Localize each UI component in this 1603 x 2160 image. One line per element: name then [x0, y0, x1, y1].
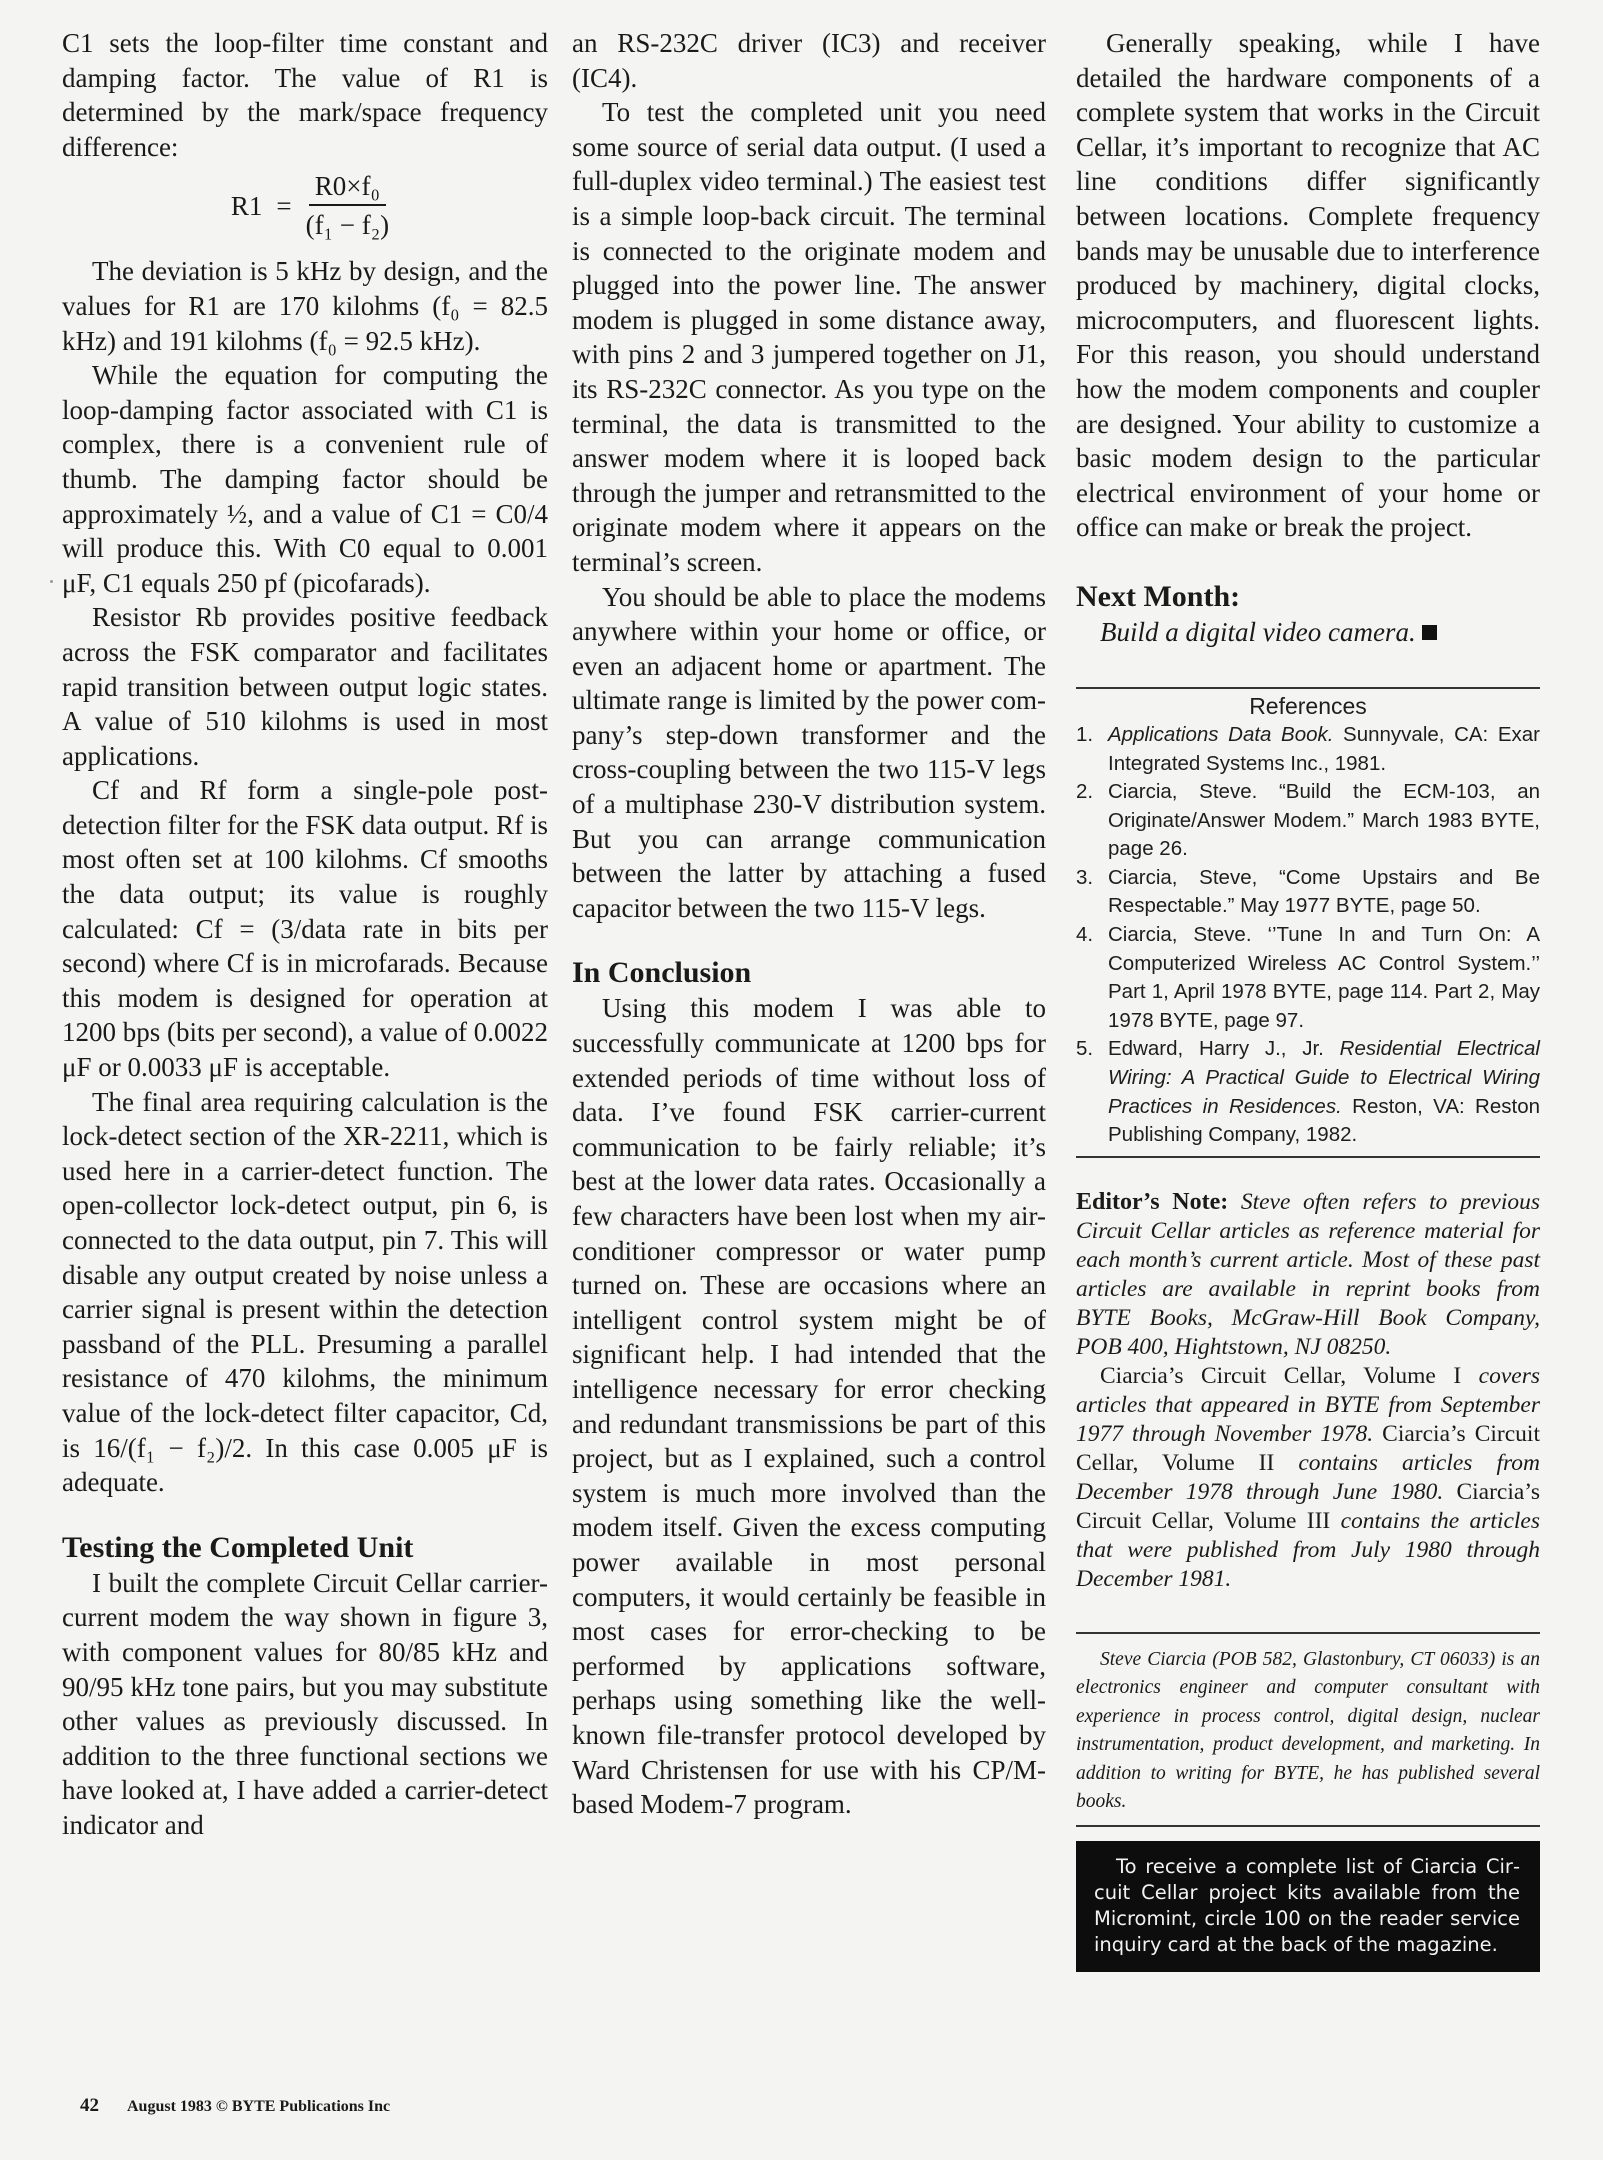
reference-text: Ciarcia, Steve. “Build the ECM-103, an Originate/Answer Modem.” March 1983 BYTE, page 26.	[1108, 780, 1540, 861]
paragraph: The final area requiring calculation is the lock-detect section of the XR-2211, which is used here in a carrier-detect function. The open-collector lock-detect output, pin 6, is connected to the data output, pin 7. This will disable any output created by noise unless a carrier signal is present within the detection passband of the PLL. Presuming a parallel resistance of 470 kilohms, the minimum value of the lock-detect filter capacitor, Cd, is 16/(f₁ − f₂)/2. In this case 0.005 μF is adequate.	[62, 1086, 548, 1498]
reference-item	[1076, 921, 1540, 1035]
formula-fraction	[306, 170, 390, 242]
divider	[1076, 1825, 1540, 1827]
references-box	[1076, 691, 1540, 1150]
editors-note	[1076, 1188, 1540, 1594]
formula-equals: =	[276, 190, 292, 221]
editors-note-paragraph	[1076, 1188, 1540, 1362]
editors-note-paragraph	[1076, 1362, 1540, 1594]
paragraph: The deviation is 5 kHz by design, and the values for R1 are 170 kilohms (f₀ = 82.5 kHz) and 191 kilohms (f₀ = 92.5 kHz).	[62, 256, 548, 356]
paragraph: To test the completed unit you need some source of serial data output. (I used a full-duplex video terminal.) The easiest test is a simple loop-back circuit. The terminal is connected to the originate modem and plugged into the power line. The answer modem is plugged in some distance away, with pins 2 and 3 jumpered together on J1, its RS-232C connector. As you type on the terminal, the data is transmitted to the answer modem where it is looped back through the jumper and retransmitted to the originate modem where it appears on the terminal’s screen.	[572, 97, 1046, 577]
paragraph: While the equation for computing the loop-damping factor associated with C1 is complex, there is a convenient rule of thumb. The damping factor should be approximately ½, and a value of C1 = C0/4 will produce this. With C0 equal to 0.001 μF, C1 equals 250 pf (picofarads).	[62, 360, 548, 598]
reference-item	[1076, 721, 1540, 778]
author-bio: Steve Ciarcia (POB 582, Glastonbury, CT 06033) is an electronics engineer and computer consultant with experience in process control, digital design, nuclear instrumentation, product development, and marketing. In addition to writing for BYTE, he has published several books.	[1076, 1648, 1540, 1813]
column-middle	[572, 26, 1046, 1822]
paragraph: You should be able to place the modems anywhere within your home or office, or even an adjacent home or apartment. The ultimate range is limited by the power company’s step-down transformer and the cross-coupling between the two 115-V legs of a multiphase 230-V distribution system. But you can arrange communication between the latter by attaching a fused capacitor between the two 115-V legs.	[572, 581, 1046, 923]
reference-text: Ciarcia, Steve. ‘’Tune In and Turn On: A Computerized Wireless AC Control System.’’ Part 1, April 1978 BYTE, page 114. Part 2, May 1978 BYTE, page 97.	[1108, 923, 1540, 1032]
book-desc: contains articles from December 1978 through June 1980.	[1076, 1449, 1540, 1505]
paragraph: an RS-232C driver (IC3) and receiver (IC4).	[572, 28, 1046, 93]
scan-speck	[50, 580, 53, 583]
references-title: References	[1249, 692, 1367, 719]
reference-number: 3.	[1076, 865, 1094, 889]
formula-lhs: R1	[230, 190, 263, 221]
reference-item	[1076, 778, 1540, 864]
reference-number: 2.	[1076, 780, 1094, 804]
paragraph: Using this modem I was able to successfully communicate at 1200 bps for extended periods of time without loss of data. I’ve found FSK carrier-current communication to be fairly reliable; it’s best at the lower data rates. Occasionally a few characters have been lost when my air-conditioner compressor or water pump turned on. These are occasions where an intelligent control system might be of significant help. I had intended that the intelligence necessary for error checking and redundant transmissions be part of this project, but as I explained, such a control system is much more involved than the modem itself. Given the excess computing power available in most personal computers, it would certainly be feasible in most cases for error-checking to be performed by applications software, perhaps using something like the well-known file-transfer protocol developed by Ward Christensen for use with his CP/M-based Modem-7 program.	[572, 993, 1046, 1820]
divider	[1076, 687, 1540, 689]
promo-text: To receive a complete list of Ciarcia Circuit Cellar project kits available from the Micromint, circle 100 on the reader service inquiry card at the back of the magazine.	[1094, 1854, 1520, 1956]
editors-note-label: Editor’s Note:	[1076, 1188, 1229, 1215]
formula-denominator: (f₁ − f₂)	[305, 210, 390, 241]
page-number: 42	[80, 2095, 99, 2116]
book-title: Ciarcia’s Circuit Cellar, Volume III	[1076, 1478, 1540, 1534]
divider	[1076, 1156, 1540, 1158]
divider	[1076, 1632, 1540, 1634]
next-month-text	[1100, 615, 1540, 649]
reference-detail: Sunnyvale, CA: Exar Integrated Systems Inc., 1981.	[1108, 722, 1540, 775]
editors-note-text: Steve often refers to previous Circuit Cellar articles as reference material for each month’s current article. Most of these past articles are available in reprint books from BYTE Books, McGraw-Hill Book Company, POB 400, Hightstown, NJ 08250.	[1076, 1188, 1541, 1360]
reference-title: Residential Electrical Wiring: A Practical Guide to Electrical Wiring Practices in Residences.	[1108, 1037, 1540, 1118]
footer-credit: August 1983 © BYTE Publications Inc	[127, 2098, 391, 2115]
reference-number: 5.	[1076, 1037, 1094, 1061]
reference-detail: Reston, VA: Reston Publishing Company, 1982.	[1108, 1094, 1540, 1147]
section-heading-conclusion: In Conclusion	[572, 956, 752, 990]
paragraph: Generally speaking, while I have detailed the hardware components of a complete system that works in the Circuit Cellar, it’s important to recognize that AC line conditions differ significantly between locations. Complete frequency bands may be unusable due to interference produced by machinery, digital clocks, microcomputers, and fluorescent lights. For this reason, you should understand how the modem components and coupler are designed. Your ability to customize a basic modem design to the particular electrical environment of your home or office can make or break the project.	[1076, 28, 1540, 543]
reference-item	[1076, 864, 1540, 921]
book-title: Ciarcia’s Circuit Cellar, Volume II	[1076, 1420, 1540, 1476]
reference-text: Ciarcia, Steve, “Come Upstairs and Be Respectable.” May 1977 BYTE, page 50.	[1108, 865, 1540, 918]
section-heading-testing: Testing the Completed Unit	[62, 1530, 414, 1564]
next-month-label: Next Month:	[1076, 579, 1241, 613]
promo-box	[1076, 1841, 1540, 1972]
reference-author: Edward, Harry J., Jr.	[1108, 1037, 1340, 1061]
column-left	[62, 26, 548, 1843]
column-right	[1076, 26, 1540, 1972]
reference-text	[1108, 1035, 1540, 1149]
reference-text	[1108, 721, 1540, 778]
book-title: Ciarcia’s Circuit Cellar, Volume I	[1100, 1362, 1462, 1389]
end-mark-icon	[1422, 625, 1437, 640]
paragraph: C1 sets the loop-filter time constant and damping factor. The value of R1 is determined by the mark/space frequency difference:	[62, 28, 548, 162]
page-footer	[80, 2095, 390, 2117]
formula-r1	[62, 170, 548, 242]
reference-number: 1.	[1076, 722, 1094, 746]
reference-title: Applications Data Book.	[1108, 722, 1334, 746]
formula-numerator: R0×f₀	[309, 170, 386, 206]
references-list	[1076, 721, 1540, 1150]
book-desc: covers articles that appeared in BYTE from September 1977 through November 1978.	[1076, 1362, 1540, 1447]
paragraph: Cf and Rf form a single-pole post-detection filter for the FSK data output. Rf is most often set at 100 kilohms. Cf smooths the data output; its value is roughly calculated: Cf = (3/data rate in bits per second) where Cf is in microfarads. Because this modem is designed for operation at 1200 bps (bits per second), a value of 0.0022 μF or 0.0033 μF is acceptable.	[62, 775, 548, 1083]
paragraph: Resistor Rb provides positive feedback across the FSK comparator and facilitates rapid transition between output logic states. A value of 510 kilohms is used in most applications.	[62, 602, 548, 771]
reference-number: 4.	[1076, 923, 1094, 947]
paragraph: I built the complete Circuit Cellar carrier-current modem the way shown in figure 3, with component values for 80/85 kHz and 90/95 kHz tone pairs, but you may substitute other values as previously discussed. In addition to the three functional sections we have looked at, I have added a carrier-detect indicator and	[62, 1567, 548, 1840]
reference-item	[1076, 1035, 1540, 1149]
next-month-teaser: Build a digital video camera.	[1100, 616, 1416, 647]
book-desc: contains the articles that were published from July 1980 through December 1981.	[1076, 1507, 1540, 1592]
